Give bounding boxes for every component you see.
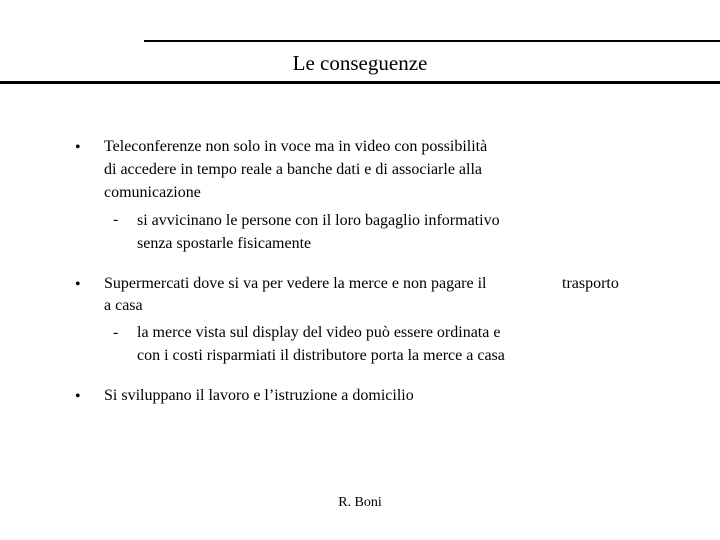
title-rule-top [144, 40, 720, 42]
slide-title: Le conseguenze [292, 51, 428, 75]
sub-bullet-marker: - [113, 324, 119, 341]
sub-bullet-2-line-1: la merce vista sul display del video può essere ordinata e [137, 324, 501, 341]
bullet-1-line-2: di accedere in tempo reale a banche dati e di associarle alla [104, 161, 483, 178]
bullet-2-side-text: trasporto [562, 275, 619, 292]
bullet-3-line-1: Si sviluppano il lavoro e l’istruzione a domicilio [104, 387, 414, 404]
footer-author: R. Boni [338, 495, 382, 510]
sub-bullet-1-line-1: si avvicinano le persone con il loro bagaglio informativo [137, 212, 500, 229]
sub-bullet-marker: - [113, 211, 119, 228]
bullet-2-line-1: Supermercati dove si va per vedere la merce e non pagare il [104, 275, 487, 292]
title-rule-bottom [0, 81, 720, 84]
bullet-1-line-3: comunicazione [104, 184, 201, 201]
bullet-marker: • [75, 139, 81, 156]
sub-bullet-1-line-2: senza spostarle fisicamente [137, 235, 312, 252]
bullet-marker: • [75, 388, 81, 405]
bullet-marker: • [75, 276, 81, 293]
bullet-2-line-2: a casa [104, 297, 143, 314]
sub-bullet-2-line-2: con i costi risparmiati il distributore porta la merce a casa [137, 347, 505, 364]
bullet-1-line-1: Teleconferenze non solo in voce ma in video con possibilità [104, 138, 488, 155]
